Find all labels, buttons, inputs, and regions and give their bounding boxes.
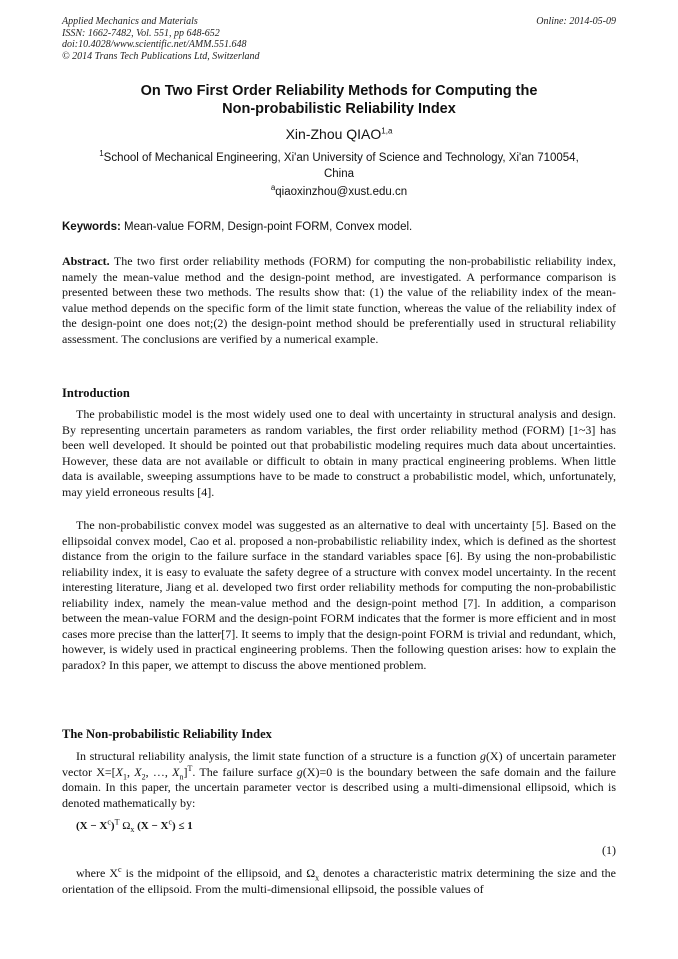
eq-part: (X − X xyxy=(76,820,108,832)
text-run: 2 xyxy=(141,771,146,781)
email-address: qiaoxinzhou@xust.edu.cn xyxy=(275,186,408,198)
eq-part: ) xyxy=(110,820,115,832)
abstract xyxy=(62,254,616,347)
text-run: x xyxy=(315,873,320,883)
affiliation-line-2: China xyxy=(323,168,355,180)
text-run: X xyxy=(134,764,142,779)
text-run: . The failure surface xyxy=(192,764,297,779)
eq-part: c xyxy=(168,817,173,827)
keywords-label: Keywords: xyxy=(62,221,121,233)
text-run: is the midpoint of the ellipsoid, and Ω xyxy=(121,866,316,880)
eq-part: T xyxy=(114,817,120,827)
intro-paragraph-2 xyxy=(62,518,616,673)
paper-title xyxy=(62,82,616,118)
intro-paragraph-1 xyxy=(62,407,616,500)
issn-line: ISSN: 1662-7482, Vol. 551, pp 648-652 xyxy=(62,27,220,39)
affiliation-superscript: 1 xyxy=(99,149,104,159)
intro-paragraph-2-text: The non-probabilistic convex model was suggested as an alternative to deal with uncertainty [5]. Based on the ellipsoidal convex model, Cao et al. proposed a non-probabilistic reliability index, which is defined as the shortest distance from the origin to the failure surface in the standard variables space [6]. By using the non-probabilistic reliability index, it is easy to evaluate the safety degree of a structure with convex model uncertainty. In the recent interesting literature, Jiang et al. developed two first order reliability methods for computing the non-probabilistic reliability index, namely the mean-value method and the design-point method [7]. In addition, a comparison between the mean-value FORM and the design-point FORM indicates that the former is more efficient and in most cases more precise than the latter[7]. It seems to imply that the design-point FORM is trivial and redundant, which, however, is widely used in practical engineering problems. Then the following question arises: how to explain the paradox? In this paper, we attempt to discuss the above mentioned problem. xyxy=(62,518,616,672)
keywords xyxy=(62,221,616,233)
author-superscript: 1,a xyxy=(381,126,393,136)
section-paragraph-1 xyxy=(62,749,616,811)
text-run: g xyxy=(479,749,486,763)
text-run: denotes a characteristic matrix determining the size and the orientation of the ellipsoid. From the multi-dimensional ellipsoid, the possible values of xyxy=(62,866,617,896)
text-run: In structural reliability analysis, the limit state function of a structure is a function xyxy=(76,749,480,763)
text-run: 1 xyxy=(123,771,128,781)
text-run: , xyxy=(127,764,135,779)
equation-number: (1) xyxy=(602,843,616,857)
title-line-1: On Two First Order Reliability Methods for Computing the xyxy=(140,83,538,99)
eq-part: x xyxy=(130,825,135,835)
text-run: where X xyxy=(76,866,119,880)
author-name: Xin-Zhou QIAO xyxy=(285,126,382,142)
journal-header xyxy=(62,16,616,62)
text-run: , …, xyxy=(145,764,173,779)
copyright-line: © 2014 Trans Tech Publications Ltd, Switzerland xyxy=(62,50,260,62)
intro-paragraph-1-text: The probabilistic model is the most widely used one to deal with uncertainty in structural analysis and design. By representing uncertain parameters as random variables, the first order reliability method (FORM) [1~3] has been well developed. It should be pointed out that probabilistic modeling requires much data about uncertainties. However, these data are not available or difficult to obtain in many practical engineering problems. When little data is available, sweeping assumptions have to be made to construct a probabilistic model, which, unfortunately, may yield erroneous results [4]. xyxy=(62,407,616,499)
text-run: X xyxy=(172,764,180,779)
equation-1 xyxy=(76,817,193,835)
text-run: (X) of uncertain parameter vector X=[ xyxy=(62,749,616,779)
email xyxy=(62,183,616,198)
text-run: c xyxy=(118,865,122,874)
text-run: n xyxy=(179,771,184,781)
text-run: ] xyxy=(183,764,188,779)
eq-part: ) ≤ 1 xyxy=(172,820,193,832)
doi-line: doi:10.4028/www.scientific.net/AMM.551.648 xyxy=(62,39,247,50)
affiliation xyxy=(62,150,616,182)
text-run: g xyxy=(296,764,303,779)
online-date: Online: 2014-05-09 xyxy=(536,16,616,27)
abstract-label: Abstract. xyxy=(62,254,110,268)
eq-part: Ω xyxy=(119,820,131,832)
email-superscript: a xyxy=(270,183,276,193)
author xyxy=(62,126,616,142)
eq-part: c xyxy=(107,817,111,827)
text-run: X xyxy=(115,764,124,779)
affiliation-line-1: School of Mechanical Engineering, Xi'an University of Science and Technology, Xi'an 710054, xyxy=(103,152,579,164)
text-run: (X)=0 is the boundary between the safe domain and the failure domain. In this paper, the uncertain parameter vector is described using a multi-dimensional ellipsoid, which is denoted mathematically by: xyxy=(62,764,617,810)
keywords-text: Mean-value FORM, Design-point FORM, Convex model. xyxy=(120,221,413,233)
section-heading: The Non-probabilistic Reliability Index xyxy=(62,727,272,741)
title-line-2: Non-probabilistic Reliability Index xyxy=(222,101,456,117)
section-paragraph-2 xyxy=(62,866,616,897)
introduction-heading: Introduction xyxy=(62,386,130,400)
abstract-text: The two first order reliability methods (FORM) for computing the non-probabilistic reliability index, namely the mean-value method and the design-point method, are investigated. A performance comparison is presented between these two methods. The results show that: (1) the value of the reliability index of the mean-value method depends on the specific form of the limit state function, whereas the value of the reliability index of the design-point one does not;(2) the design-point method should be preferentially used in structural reliability assessment. The conclusions are verified by a numerical example. xyxy=(62,254,616,346)
eq-part: (X − X xyxy=(134,820,169,832)
journal-name: Applied Mechanics and Materials xyxy=(62,16,198,27)
text-run: T xyxy=(187,763,193,773)
